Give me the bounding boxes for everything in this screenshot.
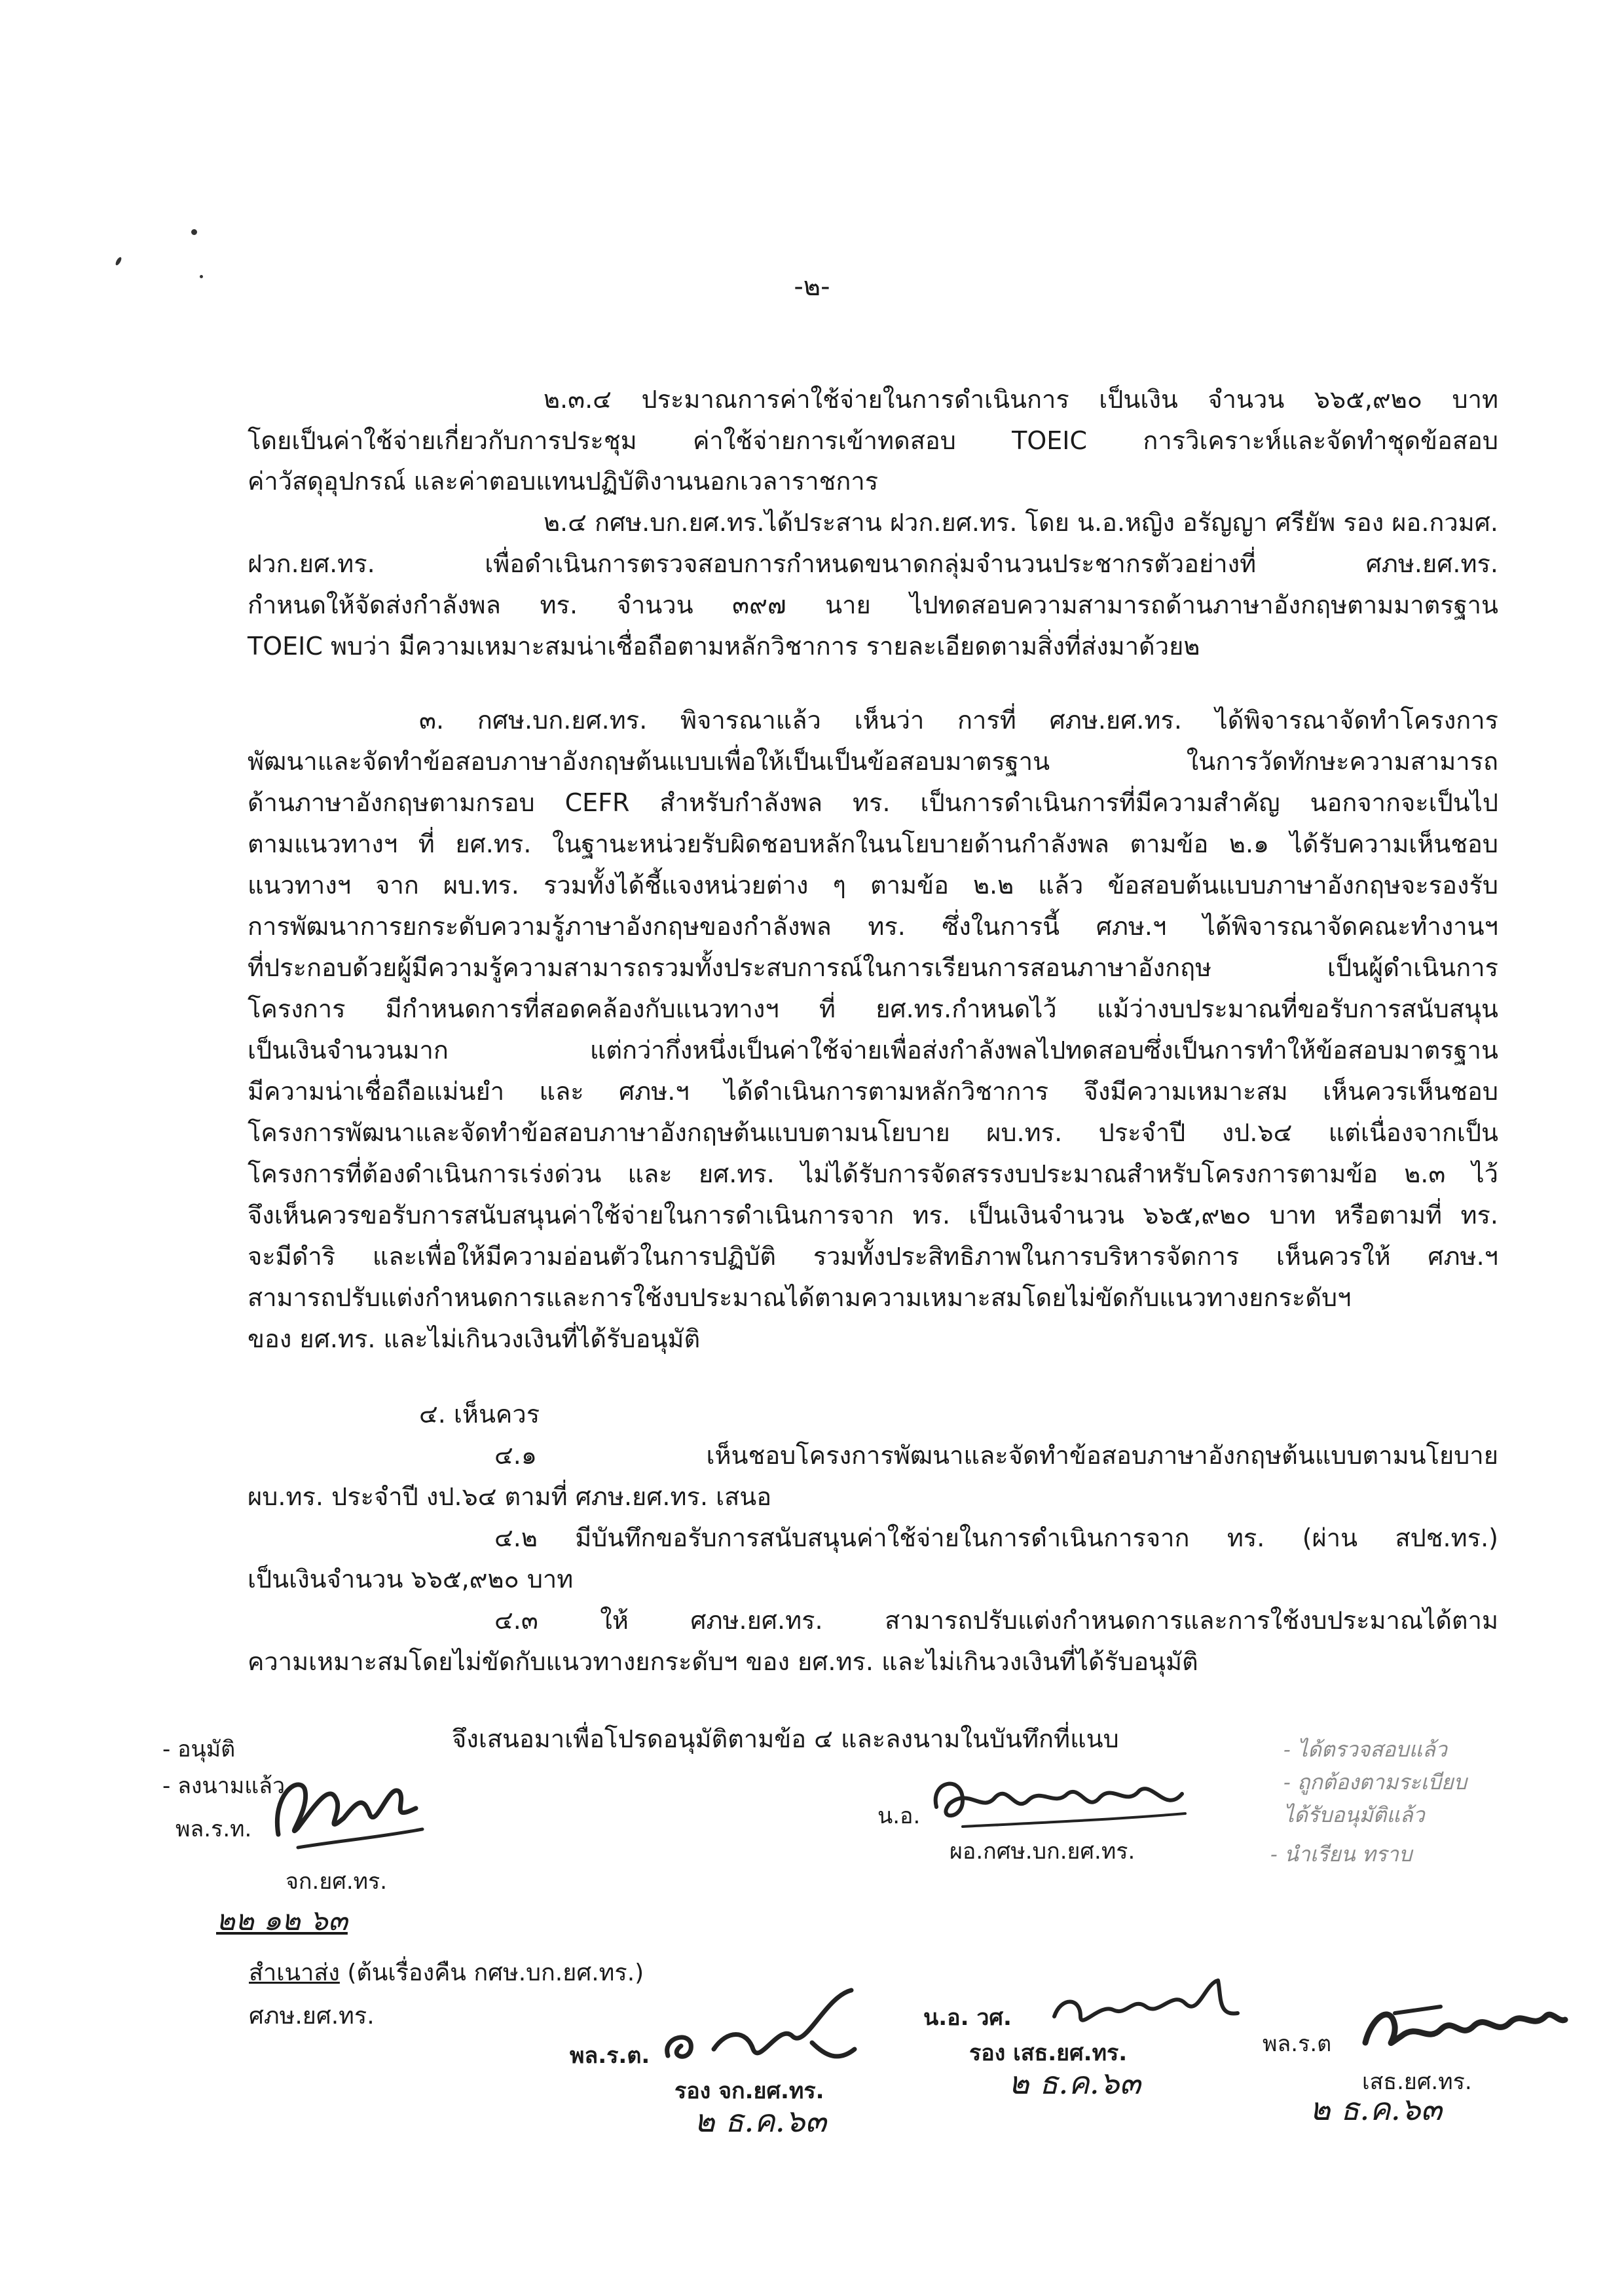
- page-number: -๒-: [794, 272, 830, 302]
- paragraph-43-line-1: ๔.๓ ให้ ศภษ.ยศ.ทร. สามารถปรับแต่งกำหนดการและการใช้งบประมาณได้ตาม: [494, 1606, 1498, 1635]
- paragraph-3-line-11: โครงการพัฒนาและจัดทำข้อสอบภาษาอังกฤษต้นแบบตามนโยบาย ผบ.ทร. ประจำปี งป.๖๔ แต่เนื่องจากเป็น: [248, 1118, 1498, 1147]
- approval-position: จก.ยศ.ทร.: [286, 1868, 388, 1895]
- secretary-position: เสธ.ยศ.ทร.: [1362, 2069, 1472, 2095]
- margin-note-line-2: - ถูกต้องตามระเบียบ: [1283, 1770, 1467, 1795]
- paragraph-3-line-7: ที่ประกอบด้วยผู้มีความรู้ความสามารถรวมทั้งประสบการณ์ในการเรียนการสอนภาษาอังกฤษ เป็นผู้ดำเนินการ: [248, 953, 1498, 982]
- margin-note-line-4: - นำเรียน ทราบ: [1270, 1842, 1412, 1867]
- deputy-rank: พล.ร.ต.: [570, 2043, 650, 2069]
- paragraph-42-line-2: เป็นเงินจำนวน ๖๖๕,๙๒๐ บาท: [248, 1565, 574, 1594]
- paragraph-24-line-3: กำหนดให้จัดส่งกำลังพล ทร. จำนวน ๓๙๗ นาย ไปทดสอบความสามารถด้านภาษาอังกฤษตามมาตรฐาน: [248, 591, 1498, 619]
- scan-speck: [191, 229, 197, 235]
- secretary-signature: [1356, 1990, 1572, 2062]
- paragraph-3-line-1: ๓. กศษ.บก.ยศ.ทร. พิจารณาแล้ว เห็นว่า การที่ ศภษ.ยศ.ทร. ได้พิจารณาจัดทำโครงการ: [419, 706, 1498, 735]
- paragraph-3-line-8: โครงการ มีกำหนดการที่สอดคล้องกับแนวทางฯ ที่ ยศ.ทร.กำหนดไว้ แม้ว่างบประมาณที่ขอรับการสนับสนุน: [248, 994, 1498, 1023]
- paragraph-234-line-3: ค่าวัสดุอุปกรณ์ และค่าตอบแทนปฏิบัติงานนอกเวลาราชการ: [248, 467, 879, 496]
- copy-to-detail: (ต้นเรื่องคืน กศษ.บก.ยศ.ทร.): [347, 1959, 644, 1986]
- paragraph-24-line-4: TOEIC พบว่า มีความเหมาะสมน่าเชื่อถือตามหลักวิชาการ รายละเอียดตามสิ่งที่ส่งมาด้วย๒: [248, 632, 1200, 661]
- paragraph-3-line-5: แนวทางฯ จาก ผบ.ทร. รวมทั้งได้ชี้แจงหน่วยต่าง ๆ ตามข้อ ๒.๒ แล้ว ข้อสอบต้นแบบภาษาอังกฤษจะรองรับ: [248, 871, 1498, 900]
- paragraph-42-line-1: ๔.๒ มีบันทึกขอรับการสนับสนุนค่าใช้จ่ายในการดำเนินการจาก ทร. (ผ่าน สปช.ทร.): [494, 1523, 1498, 1552]
- paragraph-3-line-2: พัฒนาและจัดทำข้อสอบภาษาอังกฤษต้นแบบเพื่อให้เป็นเป็นข้อสอบมาตรฐาน ในการวัดทักษะความสามารถ: [248, 747, 1498, 776]
- paragraph-3-line-12: โครงการที่ต้องดำเนินการเร่งด่วน และ ยศ.ทร. ไม่ได้รับการจัดสรรงบประมาณสำหรับโครงการตามข้อ ๒.๓ ไว้: [248, 1159, 1498, 1188]
- secretary-date: ๒ ธ.ค.๖๓: [1310, 2091, 1443, 2128]
- paragraph-4-heading: ๔. เห็นควร: [419, 1400, 540, 1429]
- secretary-deputy-rank: น.อ. วศ.: [923, 2005, 1012, 2031]
- paragraph-234-line-2: โดยเป็นค่าใช้จ่ายเกี่ยวกับการประชุม ค่าใช้จ่ายการเข้าทดสอบ TOEIC การวิเคราะห์และจัดทำชุดข้อสอบ: [248, 426, 1498, 455]
- copy-to-label: สำเนาส่ง: [249, 1959, 340, 1986]
- deputy-date: ๒ ธ.ค.๖๓: [694, 2103, 827, 2140]
- secretary-deputy-signature: [1041, 1971, 1257, 2036]
- paragraph-3-line-14: จะมีดำริ และเพื่อให้มีความอ่อนตัวในการปฏิบัติ รวมทั้งประสิทธิภาพในการบริหารจัดการ เห็นควรให้ ศภษ.ฯ: [248, 1242, 1498, 1271]
- approval-line-signed: - ลงนามแล้ว: [162, 1773, 286, 1799]
- approval-date: ๒๒ ๑๒ ๖๓: [216, 1904, 348, 1937]
- copy-to-line: [249, 1959, 644, 1988]
- paragraph-41-line-1: ๔.๑ เห็นชอบโครงการพัฒนาและจัดทำข้อสอบภาษาอังกฤษต้นแบบตามนโยบาย: [494, 1441, 1498, 1470]
- margin-note-line-3: ได้รับอนุมัติแล้ว: [1283, 1802, 1425, 1827]
- approval-signature: [259, 1756, 429, 1854]
- paragraph-41-line-2: ผบ.ทร. ประจำปี งป.๖๔ ตามที่ ศภษ.ยศ.ทร. เสนอ: [248, 1482, 772, 1511]
- paragraph-3-line-6: การพัฒนาการยกระดับความรู้ภาษาอังกฤษของกำลังพล ทร. ซึ่งในการนี้ ศภษ.ฯ ได้พิจารณาจัดคณะทำงานฯ: [248, 912, 1498, 941]
- deputy-signature: [655, 1984, 871, 2069]
- main-signer-signature: [923, 1768, 1198, 1833]
- approval-rank: พล.ร.ท.: [175, 1816, 252, 1842]
- paragraph-3-line-10: มีความน่าเชื่อถือแม่นยำ และ ศภษ.ฯ ได้ดำเนินการตามหลักวิชาการ จึงมีความเหมาะสม เห็นควรเห็นชอบ: [248, 1077, 1498, 1106]
- secretary-deputy-date: ๒ ธ.ค.๖๓: [1008, 2065, 1141, 2102]
- closing-sentence: จึงเสนอมาเพื่อโปรดอนุมัติตามข้อ ๔ และลงนามในบันทึกที่แนบ: [452, 1724, 1119, 1753]
- paragraph-3-line-15: สามารถปรับแต่งกำหนดการและการใช้งบประมาณได้ตามความเหมาะสมโดยไม่ขัดกับแนวทางยกระดับฯ: [248, 1283, 1352, 1312]
- secretary-deputy-position: รอง เสธ.ยศ.ทร.: [969, 2040, 1128, 2066]
- paragraph-3-line-13: จึงเห็นควรขอรับการสนับสนุนค่าใช้จ่ายในการดำเนินการจาก ทร. เป็นเงินจำนวน ๖๖๕,๙๒๐ บาท หรือตามที่ ทร.: [248, 1201, 1498, 1230]
- deputy-position: รอง จก.ยศ.ทร.: [674, 2078, 824, 2104]
- paragraph-24-line-2: ฝวก.ยศ.ทร. เพื่อดำเนินการตรวจสอบการกำหนดขนาดกลุ่มจำนวนประชากรตัวอย่างที่ ศภษ.ยศ.ทร.: [248, 549, 1498, 578]
- paragraph-3-line-16: ของ ยศ.ทร. และไม่เกินวงเงินที่ได้รับอนุมัติ: [248, 1324, 701, 1353]
- main-signer-rank: น.อ.: [877, 1803, 921, 1829]
- paragraph-3-line-4: ตามแนวทางฯ ที่ ยศ.ทร. ในฐานะหน่วยรับผิดชอบหลักในนโยบายด้านกำลังพล ตามข้อ ๒.๑ ได้รับความเห็นชอบ: [248, 829, 1499, 858]
- secretary-rank: พล.ร.ต: [1263, 2031, 1332, 2057]
- approval-line-approve: - อนุมัติ: [162, 1736, 236, 1762]
- paragraph-43-line-2: ความเหมาะสมโดยไม่ขัดกับแนวทางยกระดับฯ ของ ยศ.ทร. และไม่เกินวงเงินที่ได้รับอนุมัติ: [248, 1647, 1198, 1676]
- main-signer-position: ผอ.กศษ.บก.ยศ.ทร.: [950, 1838, 1135, 1865]
- copy-to-org: ศภษ.ยศ.ทร.: [249, 2003, 375, 2030]
- paragraph-24-line-1: ๒.๔ กศษ.บก.ยศ.ทร.ได้ประสาน ฝวก.ยศ.ทร. โดย น.อ.หญิง อรัญญา ศรียัพ รอง ผอ.กวมศ.: [544, 508, 1498, 537]
- paragraph-234-line-1: ๒.๓.๔ ประมาณการค่าใช้จ่ายในการดำเนินการ เป็นเงิน จำนวน ๖๖๕,๙๒๐ บาท: [544, 385, 1498, 414]
- paragraph-3-line-9: เป็นเงินจำนวนมาก แต่กว่ากึ่งหนึ่งเป็นค่าใช้จ่ายเพื่อส่งกำลังพลไปทดสอบซึ่งเป็นการทำให้ข้อสอบมาตรฐาน: [248, 1036, 1498, 1065]
- margin-note-line-1: - ได้ตรวจสอบแล้ว: [1283, 1737, 1447, 1762]
- paragraph-3-line-3: ด้านภาษาอังกฤษตามกรอบ CEFR สำหรับกำลังพล ทร. เป็นการดำเนินการที่มีความสำคัญ นอกจากจะเป็นไป: [248, 788, 1498, 817]
